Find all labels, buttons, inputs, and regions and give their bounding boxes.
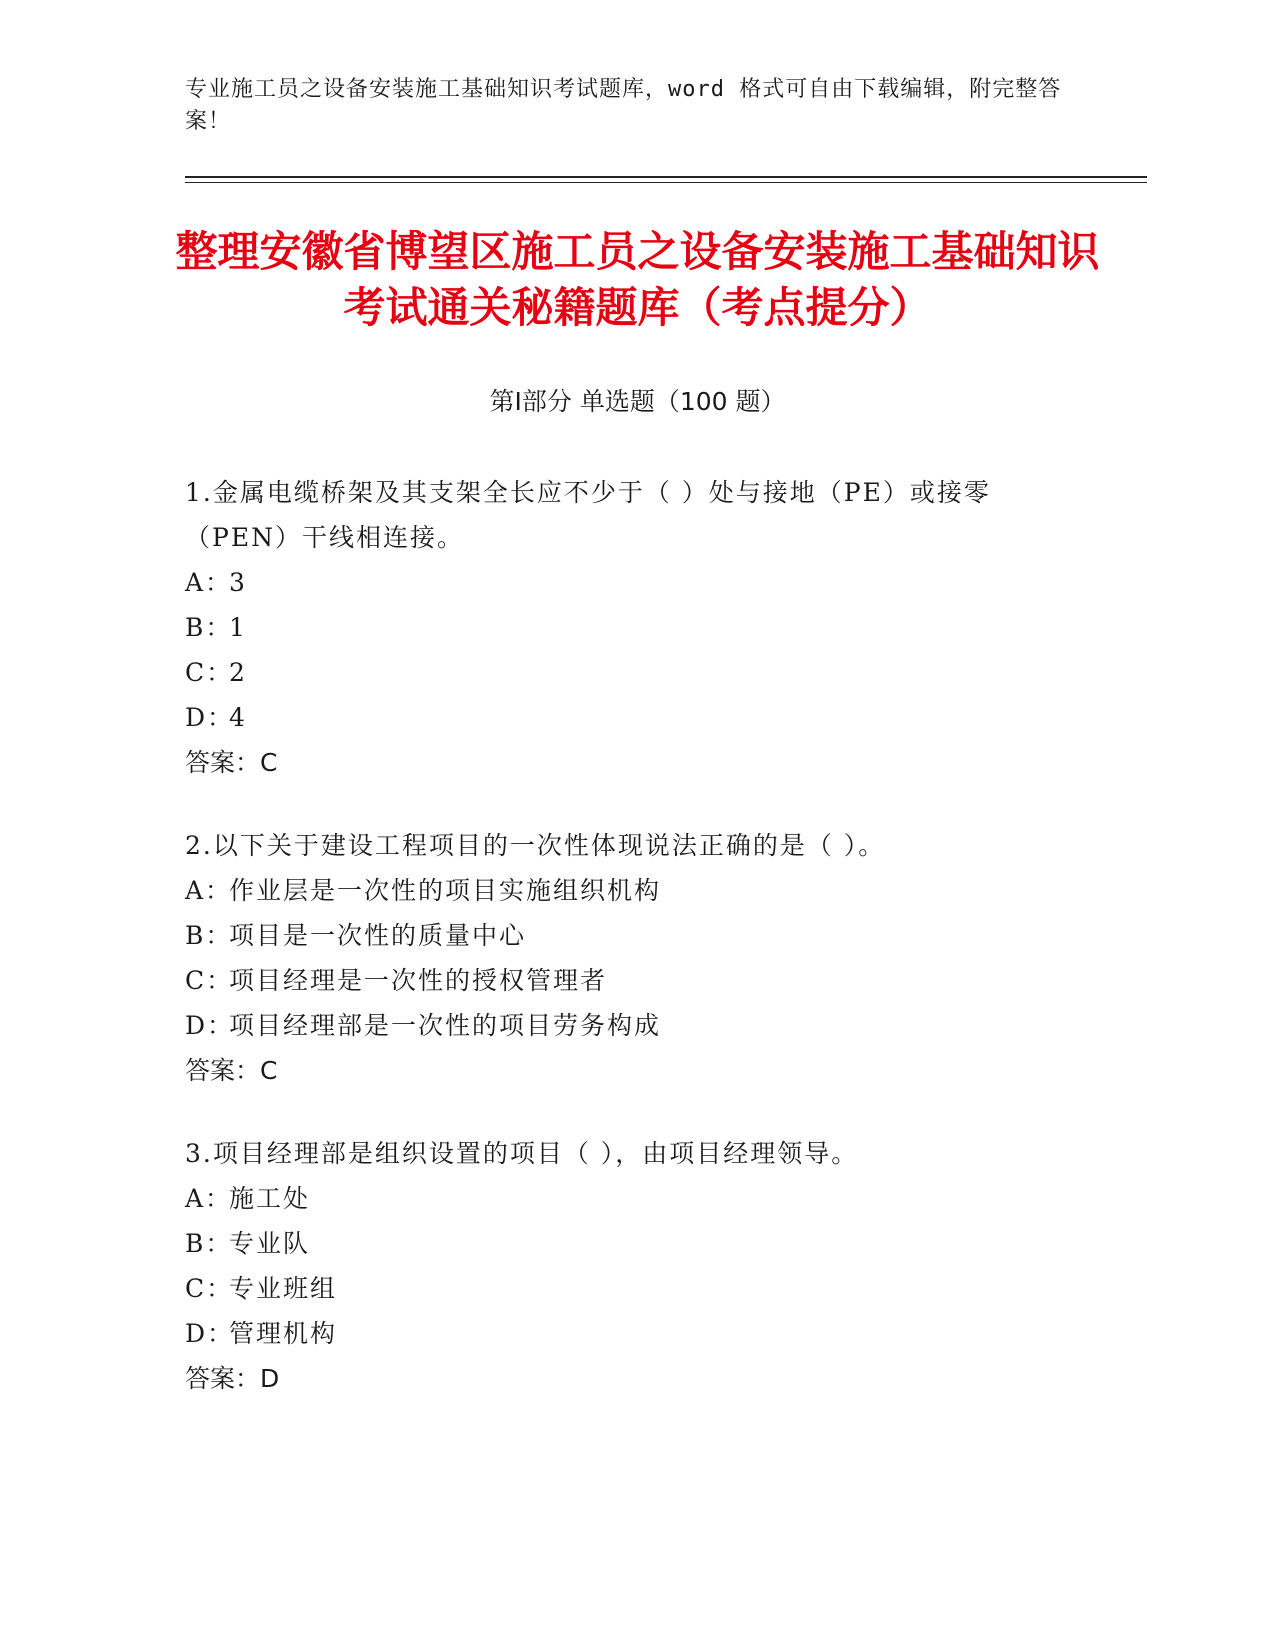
option-key: C： xyxy=(185,966,234,995)
option-a xyxy=(185,560,1065,605)
option-c xyxy=(185,650,1065,695)
option-b xyxy=(185,1221,1065,1266)
option-value: 专业班组 xyxy=(229,1274,338,1303)
option-value: 作业层是一次性的项目实施组织机构 xyxy=(229,876,662,905)
question-2 xyxy=(185,823,1065,1093)
option-c xyxy=(185,1266,1065,1311)
option-key: C： xyxy=(185,658,234,687)
question-text: 1.金属电缆桥架及其支架全长应不少于（ ）处与接地（PE）或接零（PEN）干线相连接。 xyxy=(185,478,991,552)
option-key: D： xyxy=(185,1011,235,1040)
option-a xyxy=(185,1176,1065,1221)
option-d xyxy=(185,1311,1065,1356)
question-text: 2.以下关于建设工程项目的一次性体现说法正确的是（ ）。 xyxy=(185,831,886,860)
option-value: 项目经理是一次性的授权管理者 xyxy=(229,966,608,995)
option-value: 项目经理部是一次性的项目劳务构成 xyxy=(229,1011,662,1040)
option-key: A： xyxy=(185,876,233,905)
option-value: 管理机构 xyxy=(229,1319,338,1348)
option-key: A： xyxy=(185,1184,233,1213)
option-c xyxy=(185,958,1065,1003)
header-divider-thick xyxy=(185,176,1147,178)
option-key: B： xyxy=(185,921,233,950)
header-divider-thin xyxy=(185,182,1147,183)
question-1 xyxy=(185,470,1065,785)
question-text: 3.项目经理部是组织设置的项目（ ），由项目经理领导。 xyxy=(185,1139,859,1168)
option-key: B： xyxy=(185,613,233,642)
option-b xyxy=(185,913,1065,958)
option-value: 专业队 xyxy=(229,1229,311,1258)
option-a xyxy=(185,868,1065,913)
document-title: 整理安徽省博望区施工员之设备安装施工基础知识考试通关秘籍题库（考点提分） xyxy=(175,227,1100,332)
option-d xyxy=(185,695,1065,740)
option-value: 2 xyxy=(229,658,247,687)
option-d xyxy=(185,1003,1065,1048)
question-list xyxy=(185,470,1065,1439)
answer: 答案：D xyxy=(185,1364,280,1393)
option-value: 项目是一次性的质量中心 xyxy=(229,921,527,950)
option-key: C： xyxy=(185,1274,234,1303)
option-key: D： xyxy=(185,703,235,732)
option-value: 3 xyxy=(229,568,247,597)
option-key: B： xyxy=(185,1229,233,1258)
header-note: 专业施工员之设备安装施工基础知识考试题库，word 格式可自由下载编辑，附完整答案！ xyxy=(185,77,1062,134)
option-key: D： xyxy=(185,1319,235,1348)
answer: 答案：C xyxy=(185,1056,278,1085)
question-3 xyxy=(185,1131,1065,1401)
option-key: A： xyxy=(185,568,233,597)
option-b xyxy=(185,605,1065,650)
section-title: 第Ⅰ部分 单选题（100 题） xyxy=(489,387,786,416)
option-value: 1 xyxy=(229,613,247,642)
option-value: 施工处 xyxy=(229,1184,311,1213)
answer: 答案：C xyxy=(185,748,278,777)
option-value: 4 xyxy=(229,703,247,732)
